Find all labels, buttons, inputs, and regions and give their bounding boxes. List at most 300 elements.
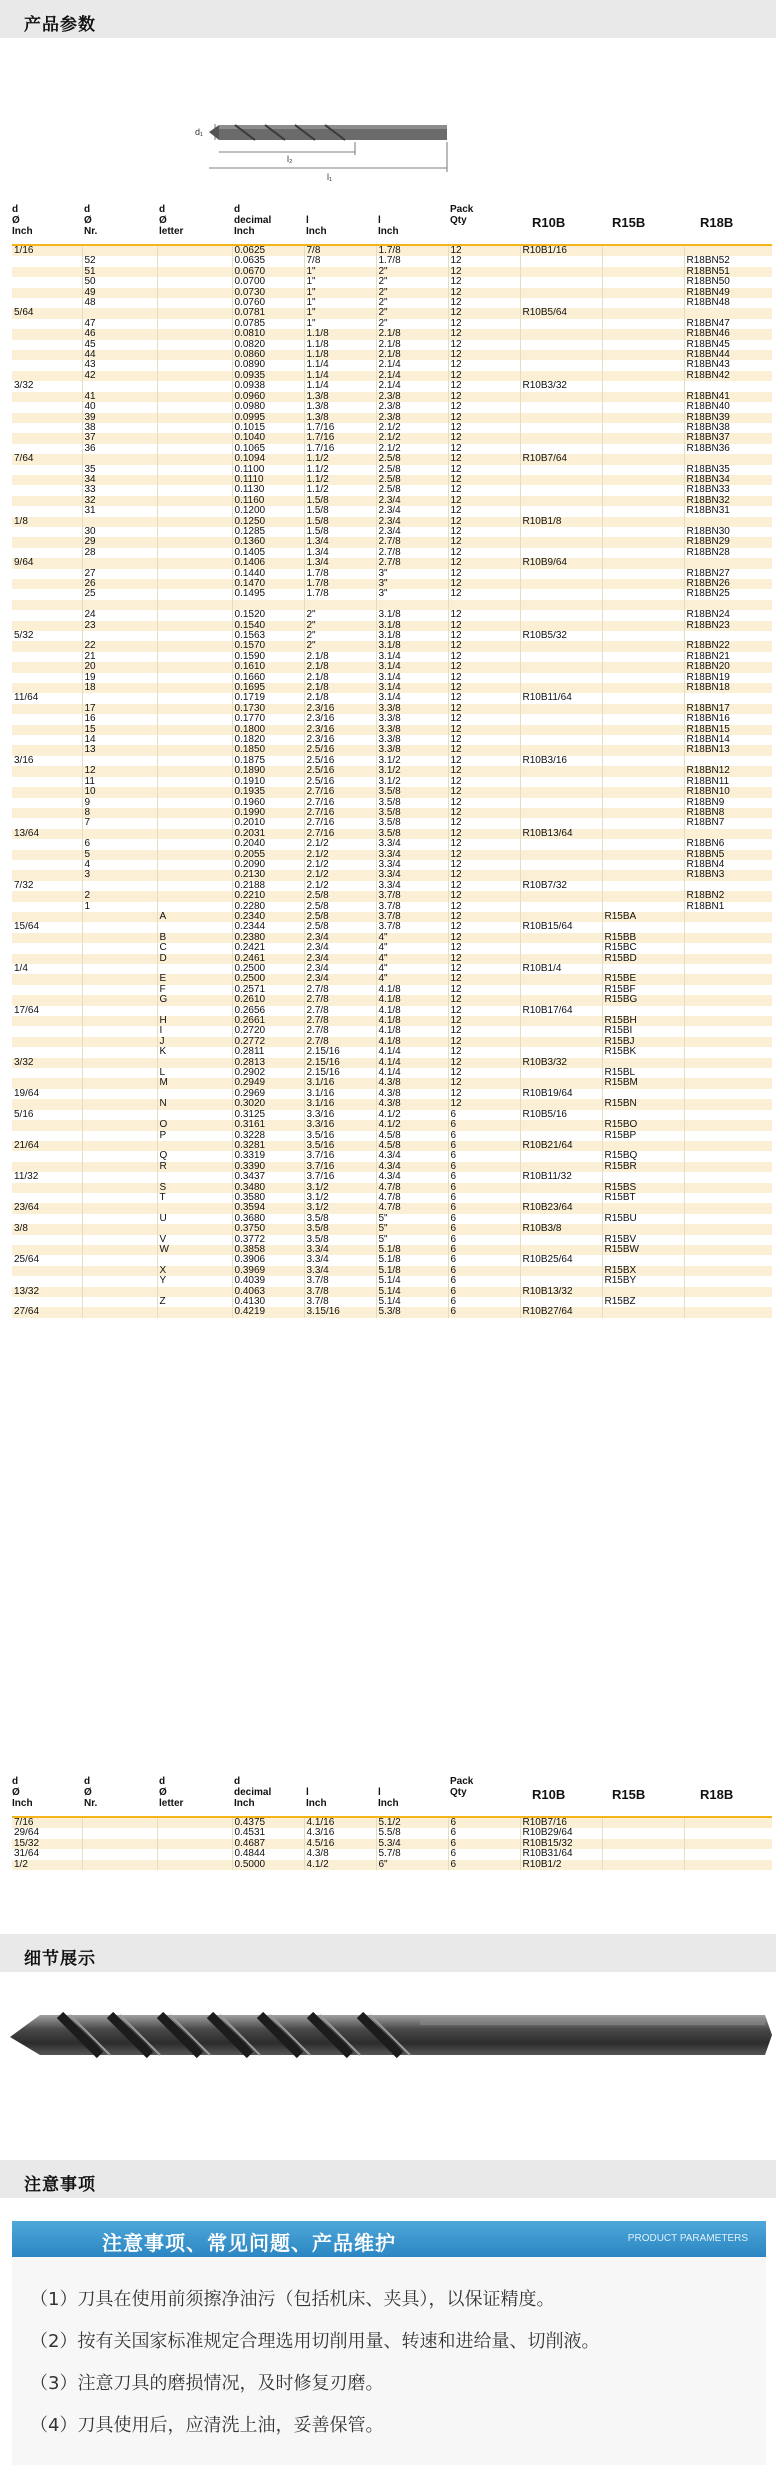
table-cell	[12, 600, 82, 610]
table-row	[12, 360, 772, 370]
table-cell	[82, 1307, 157, 1317]
table-cell	[12, 1120, 82, 1130]
table-cell: 4.3/8	[376, 1099, 448, 1109]
table-cell	[12, 870, 82, 880]
table-cell: 4"	[376, 964, 448, 974]
table-cell: 5.1/2	[376, 1818, 448, 1828]
table-cell	[684, 974, 772, 984]
table-cell: 3	[82, 870, 157, 880]
table-cell: 0.1495	[232, 589, 304, 599]
table-cell: 12	[448, 475, 520, 485]
table-cell: 0.0635	[232, 256, 304, 266]
table-cell: 4.5/16	[304, 1839, 376, 1849]
table-cell: 0.2656	[232, 1006, 304, 1016]
table-cell: 23/64	[12, 1203, 82, 1213]
table-cell: Z	[157, 1297, 232, 1307]
table-cell	[157, 673, 232, 683]
table-row	[12, 517, 772, 527]
table-cell	[12, 350, 82, 360]
table-cell: R18BN1	[684, 902, 772, 912]
table-cell: 5	[82, 850, 157, 860]
table-cell	[82, 558, 157, 568]
table-cell: 4.7/8	[376, 1203, 448, 1213]
table-cell	[602, 704, 684, 714]
table-cell	[157, 1203, 232, 1213]
table-cell: 0.1890	[232, 766, 304, 776]
table-row	[12, 922, 772, 932]
table-cell: 15/64	[12, 922, 82, 932]
table-cell	[157, 850, 232, 860]
table-cell	[520, 1183, 602, 1193]
table-cell: 4.1/8	[376, 1026, 448, 1036]
table-cell: 12	[448, 787, 520, 797]
table-cell: 9/64	[12, 558, 82, 568]
table-row	[12, 569, 772, 579]
table-cell	[684, 1162, 772, 1172]
table-cell	[12, 1162, 82, 1172]
table-cell: 2.3/4	[304, 933, 376, 943]
table-row	[12, 641, 772, 651]
table-cell: 25/64	[12, 1255, 82, 1265]
table-cell	[602, 693, 684, 703]
table-cell: 3.1/4	[376, 683, 448, 693]
table-cell	[602, 413, 684, 423]
table-cell: 0.3858	[232, 1245, 304, 1255]
table-row	[12, 1058, 772, 1068]
table-cell	[157, 1849, 232, 1859]
table-cell	[448, 600, 520, 610]
table-cell: 12	[448, 725, 520, 735]
table-cell: 21/64	[12, 1141, 82, 1151]
table-cell	[684, 1235, 772, 1245]
table-cell	[520, 798, 602, 808]
table-cell: 3.1/4	[376, 673, 448, 683]
table-cell	[520, 423, 602, 433]
table-cell	[12, 766, 82, 776]
table-cell	[602, 798, 684, 808]
table-cell	[520, 621, 602, 631]
table-cell: K	[157, 1047, 232, 1057]
table-cell: 47	[82, 319, 157, 329]
table-cell: 19/64	[12, 1089, 82, 1099]
table-cell: 3.7/8	[304, 1287, 376, 1297]
table-cell	[520, 1099, 602, 1109]
table-row	[12, 725, 772, 735]
table-cell: N	[157, 1099, 232, 1109]
table-cell: R10B1/2	[520, 1860, 602, 1870]
table-cell: 34	[82, 475, 157, 485]
table-cell	[602, 829, 684, 839]
table-cell: 5.1/4	[376, 1276, 448, 1286]
table-cell: R10B17/64	[520, 1006, 602, 1016]
table-cell: R15BY	[602, 1276, 684, 1286]
table-cell: 6	[82, 839, 157, 849]
table-cell	[684, 246, 772, 256]
table-cell	[684, 1276, 772, 1286]
table-cell: 4.3/8	[376, 1089, 448, 1099]
table-cell: 33	[82, 485, 157, 495]
table-cell: 39	[82, 413, 157, 423]
table-cell: 4.1/8	[376, 1006, 448, 1016]
table-cell: R10B13/64	[520, 829, 602, 839]
table-cell: R15BU	[602, 1214, 684, 1224]
table-cell: R18BN25	[684, 589, 772, 599]
table-cell: R15BR	[602, 1162, 684, 1172]
table-cell: 2.5/8	[376, 454, 448, 464]
table-cell: 2.3/4	[304, 954, 376, 964]
table-row	[12, 1245, 772, 1255]
table-cell: 12	[448, 641, 520, 651]
table-cell: 1.1/2	[304, 475, 376, 485]
table-cell: 1/8	[12, 517, 82, 527]
table-cell: R10B1/16	[520, 246, 602, 256]
table-cell	[520, 444, 602, 454]
table-cell	[520, 891, 602, 901]
table-cell: 12	[448, 860, 520, 870]
table-cell	[157, 589, 232, 599]
table-cell	[684, 1266, 772, 1276]
table-cell: 2.5/8	[304, 902, 376, 912]
table-cell	[157, 1307, 232, 1317]
table-row	[12, 308, 772, 318]
table-cell: 0.0820	[232, 340, 304, 350]
table-cell	[157, 1828, 232, 1838]
table-cell: 12	[448, 995, 520, 1005]
table-cell: 2.1/2	[376, 444, 448, 454]
table-cell: 12	[448, 964, 520, 974]
table-cell: 3.5/8	[376, 787, 448, 797]
table-cell: 0.1910	[232, 777, 304, 787]
table-row	[12, 766, 772, 776]
table-cell: 12	[448, 579, 520, 589]
table-cell: M	[157, 1078, 232, 1088]
table-cell	[520, 600, 602, 610]
table-cell	[520, 256, 602, 266]
table-cell	[82, 1120, 157, 1130]
table-cell: 0.2421	[232, 943, 304, 953]
table-cell	[602, 558, 684, 568]
table-cell	[157, 704, 232, 714]
table-cell	[602, 329, 684, 339]
table-cell	[520, 860, 602, 870]
table-row	[12, 662, 772, 672]
table-cell: 0.1200	[232, 506, 304, 516]
table-cell	[12, 850, 82, 860]
table-cell: 2.7/16	[304, 808, 376, 818]
table-cell: 12	[448, 683, 520, 693]
table-cell: 2.1/8	[376, 340, 448, 350]
notes-banner-title: 注意事项、常见问题、产品维护	[102, 2231, 396, 2255]
table-cell: 2.1/8	[304, 683, 376, 693]
table-cell: R18BN37	[684, 433, 772, 443]
table-row	[12, 1297, 772, 1307]
table-cell: R18BN39	[684, 413, 772, 423]
table-cell	[82, 1245, 157, 1255]
table-cell: 4.1/2	[304, 1860, 376, 1870]
table-row	[12, 1172, 772, 1182]
table-cell: 12	[448, 277, 520, 287]
table-cell: 6	[448, 1266, 520, 1276]
table-cell	[602, 1818, 684, 1828]
table-cell	[520, 704, 602, 714]
table-cell	[602, 652, 684, 662]
table-cell: 6	[448, 1151, 520, 1161]
table-row	[12, 277, 772, 287]
table-cell	[602, 1860, 684, 1870]
table-cell: 0.0810	[232, 329, 304, 339]
table-row	[12, 829, 772, 839]
table-cell: 3.1/8	[376, 641, 448, 651]
table-cell: 0.1850	[232, 745, 304, 755]
table-cell: R18BN8	[684, 808, 772, 818]
table-cell: 1"	[304, 267, 376, 277]
table-cell	[12, 256, 82, 266]
table-cell: 43	[82, 360, 157, 370]
table-cell: 0.1130	[232, 485, 304, 495]
table-cell	[12, 662, 82, 672]
table-cell: R18BN14	[684, 735, 772, 745]
table-cell: 3.1/8	[376, 610, 448, 620]
table-cell: 4.1/2	[376, 1110, 448, 1120]
table-cell	[684, 1016, 772, 1026]
table-cell: 3.5/8	[304, 1224, 376, 1234]
table-cell	[520, 298, 602, 308]
table-cell: 22	[82, 641, 157, 651]
table-cell: 2.3/4	[376, 517, 448, 527]
table-cell: 12	[448, 506, 520, 516]
table-cell: 3.1/4	[376, 652, 448, 662]
table-cell: 6"	[376, 1860, 448, 1870]
table-cell	[82, 1099, 157, 1109]
table-cell	[157, 1839, 232, 1849]
table-row	[12, 652, 772, 662]
table-cell: 0.1719	[232, 693, 304, 703]
table-cell	[157, 485, 232, 495]
table-cell	[684, 1828, 772, 1838]
table-cell	[82, 1255, 157, 1265]
table-cell	[82, 933, 157, 943]
table-cell: 4.1/16	[304, 1818, 376, 1828]
table-cell: 3.3/4	[304, 1255, 376, 1265]
table-cell: 12	[448, 444, 520, 454]
drill-dimension-diagram	[195, 110, 455, 190]
table-cell	[157, 1818, 232, 1828]
table-cell	[82, 517, 157, 527]
table-row	[12, 1068, 772, 1078]
table-cell: 0.0890	[232, 360, 304, 370]
table-cell: 0.1470	[232, 579, 304, 589]
table-cell	[684, 829, 772, 839]
table-cell	[82, 600, 157, 610]
table-cell	[602, 1849, 684, 1859]
table-cell	[12, 1183, 82, 1193]
table-cell	[520, 485, 602, 495]
table-cell: R18BN24	[684, 610, 772, 620]
table-cell: 2.1/2	[304, 850, 376, 860]
table-cell: R10B5/32	[520, 631, 602, 641]
table-row	[12, 912, 772, 922]
table-cell: 1.1/8	[304, 340, 376, 350]
table-cell: 2.1/8	[304, 673, 376, 683]
table-cell: 12	[448, 1026, 520, 1036]
table-cell	[12, 1131, 82, 1141]
table-row	[12, 881, 772, 891]
table-cell: R18BN16	[684, 714, 772, 724]
table-cell	[157, 818, 232, 828]
table-cell: 5"	[376, 1235, 448, 1245]
table-cell: 6	[448, 1203, 520, 1213]
table-cell	[12, 902, 82, 912]
table-cell: 3.3/16	[304, 1110, 376, 1120]
table-cell: R15BG	[602, 995, 684, 1005]
table-cell: 4"	[376, 943, 448, 953]
table-cell: 12	[448, 371, 520, 381]
table-cell: R18BN36	[684, 444, 772, 454]
table-row	[12, 329, 772, 339]
table-cell	[520, 1266, 602, 1276]
table-cell: 0.1405	[232, 548, 304, 558]
table-cell	[12, 777, 82, 787]
table-cell	[82, 1068, 157, 1078]
table-cell: 5"	[376, 1214, 448, 1224]
table-cell	[157, 1141, 232, 1151]
table-cell: 0.0960	[232, 392, 304, 402]
table-cell	[157, 350, 232, 360]
table-cell	[602, 350, 684, 360]
table-cell: 3/32	[12, 381, 82, 391]
table-cell	[602, 340, 684, 350]
table-cell: 0.3390	[232, 1162, 304, 1172]
table-cell: 1.1/8	[304, 329, 376, 339]
table-cell: 2.7/16	[304, 787, 376, 797]
table-cell: 21	[82, 652, 157, 662]
table-cell	[157, 392, 232, 402]
table-cell	[157, 256, 232, 266]
table-cell	[157, 891, 232, 901]
table-cell: 4"	[376, 974, 448, 984]
table-cell	[602, 579, 684, 589]
table-cell: 3"	[376, 569, 448, 579]
table-cell	[602, 298, 684, 308]
table-cell	[82, 1839, 157, 1849]
table-cell: 2.5/8	[376, 475, 448, 485]
table-cell	[602, 787, 684, 797]
table-row	[12, 683, 772, 693]
table-cell	[12, 798, 82, 808]
table-cell	[602, 1172, 684, 1182]
table-cell	[157, 610, 232, 620]
table-cell: U	[157, 1214, 232, 1224]
table-cell: I	[157, 1026, 232, 1036]
table-cell	[157, 475, 232, 485]
table-cell: R18BN26	[684, 579, 772, 589]
table-cell	[12, 277, 82, 287]
table-cell: R10B1/8	[520, 517, 602, 527]
table-cell: 1.7/8	[304, 579, 376, 589]
table-cell: 12	[448, 954, 520, 964]
table-cell: 0.3281	[232, 1141, 304, 1151]
table-cell: 0.2902	[232, 1068, 304, 1078]
table-row	[12, 444, 772, 454]
table-cell: 0.3480	[232, 1183, 304, 1193]
table-cell	[684, 1245, 772, 1255]
table-cell	[157, 423, 232, 433]
table-cell: 0.4687	[232, 1839, 304, 1849]
note-item: （4）刀具使用后，应清洗上油，妥善保管。	[30, 2415, 384, 2436]
table-cell	[520, 537, 602, 547]
table-cell	[12, 392, 82, 402]
table-cell: 1.3/8	[304, 413, 376, 423]
table-cell: 0.5000	[232, 1860, 304, 1870]
table-cell: 3.1/2	[376, 777, 448, 787]
table-cell: R18BN13	[684, 745, 772, 755]
table-cell: 7/32	[12, 881, 82, 891]
table-cell: 3.5/8	[304, 1214, 376, 1224]
table-cell	[520, 808, 602, 818]
table-cell: 3.1/4	[376, 662, 448, 672]
table-cell: 6	[448, 1183, 520, 1193]
table-cell	[602, 839, 684, 849]
table-cell	[684, 1089, 772, 1099]
table-row	[12, 714, 772, 724]
table-cell: 12	[448, 933, 520, 943]
table-cell: 1.3/8	[304, 402, 376, 412]
table-cell: 3.3/4	[376, 881, 448, 891]
table-cell	[12, 787, 82, 797]
table-row	[12, 558, 772, 568]
table-cell: R18BN19	[684, 673, 772, 683]
table-cell	[157, 745, 232, 755]
table-cell: R15BI	[602, 1026, 684, 1036]
table-cell: 0.3594	[232, 1203, 304, 1213]
table-cell	[82, 308, 157, 318]
table-cell	[684, 1860, 772, 1870]
table-cell	[157, 558, 232, 568]
table-cell	[12, 413, 82, 423]
table-cell: 3.1/8	[376, 631, 448, 641]
table-cell	[520, 360, 602, 370]
table-row	[12, 964, 772, 974]
table-cell: R15BJ	[602, 1037, 684, 1047]
table-cell: 3.7/8	[304, 1276, 376, 1286]
table-cell: 5.3/4	[376, 1839, 448, 1849]
table-cell	[602, 1307, 684, 1317]
table-cell: 5.1/8	[376, 1255, 448, 1265]
table-cell: 2.1/8	[376, 350, 448, 360]
table-cell: 0.2380	[232, 933, 304, 943]
table-cell	[82, 756, 157, 766]
table-cell	[12, 319, 82, 329]
table-cell: 2"	[376, 319, 448, 329]
table-cell	[602, 610, 684, 620]
table-cell	[12, 527, 82, 537]
table-cell: R18BN32	[684, 496, 772, 506]
table-cell: 0.0938	[232, 381, 304, 391]
table-cell	[602, 1828, 684, 1838]
table-cell	[520, 288, 602, 298]
table-cell: 4.3/4	[376, 1151, 448, 1161]
table-cell: 0.2500	[232, 964, 304, 974]
table-cell	[684, 1026, 772, 1036]
table-cell: R10B15/64	[520, 922, 602, 932]
table-cell: 31/64	[12, 1849, 82, 1859]
table-cell: 0.1820	[232, 735, 304, 745]
table-cell	[12, 465, 82, 475]
table-cell: 6	[448, 1193, 520, 1203]
table-cell	[684, 558, 772, 568]
table-cell: R10B29/64	[520, 1828, 602, 1838]
table-cell: 12	[448, 943, 520, 953]
